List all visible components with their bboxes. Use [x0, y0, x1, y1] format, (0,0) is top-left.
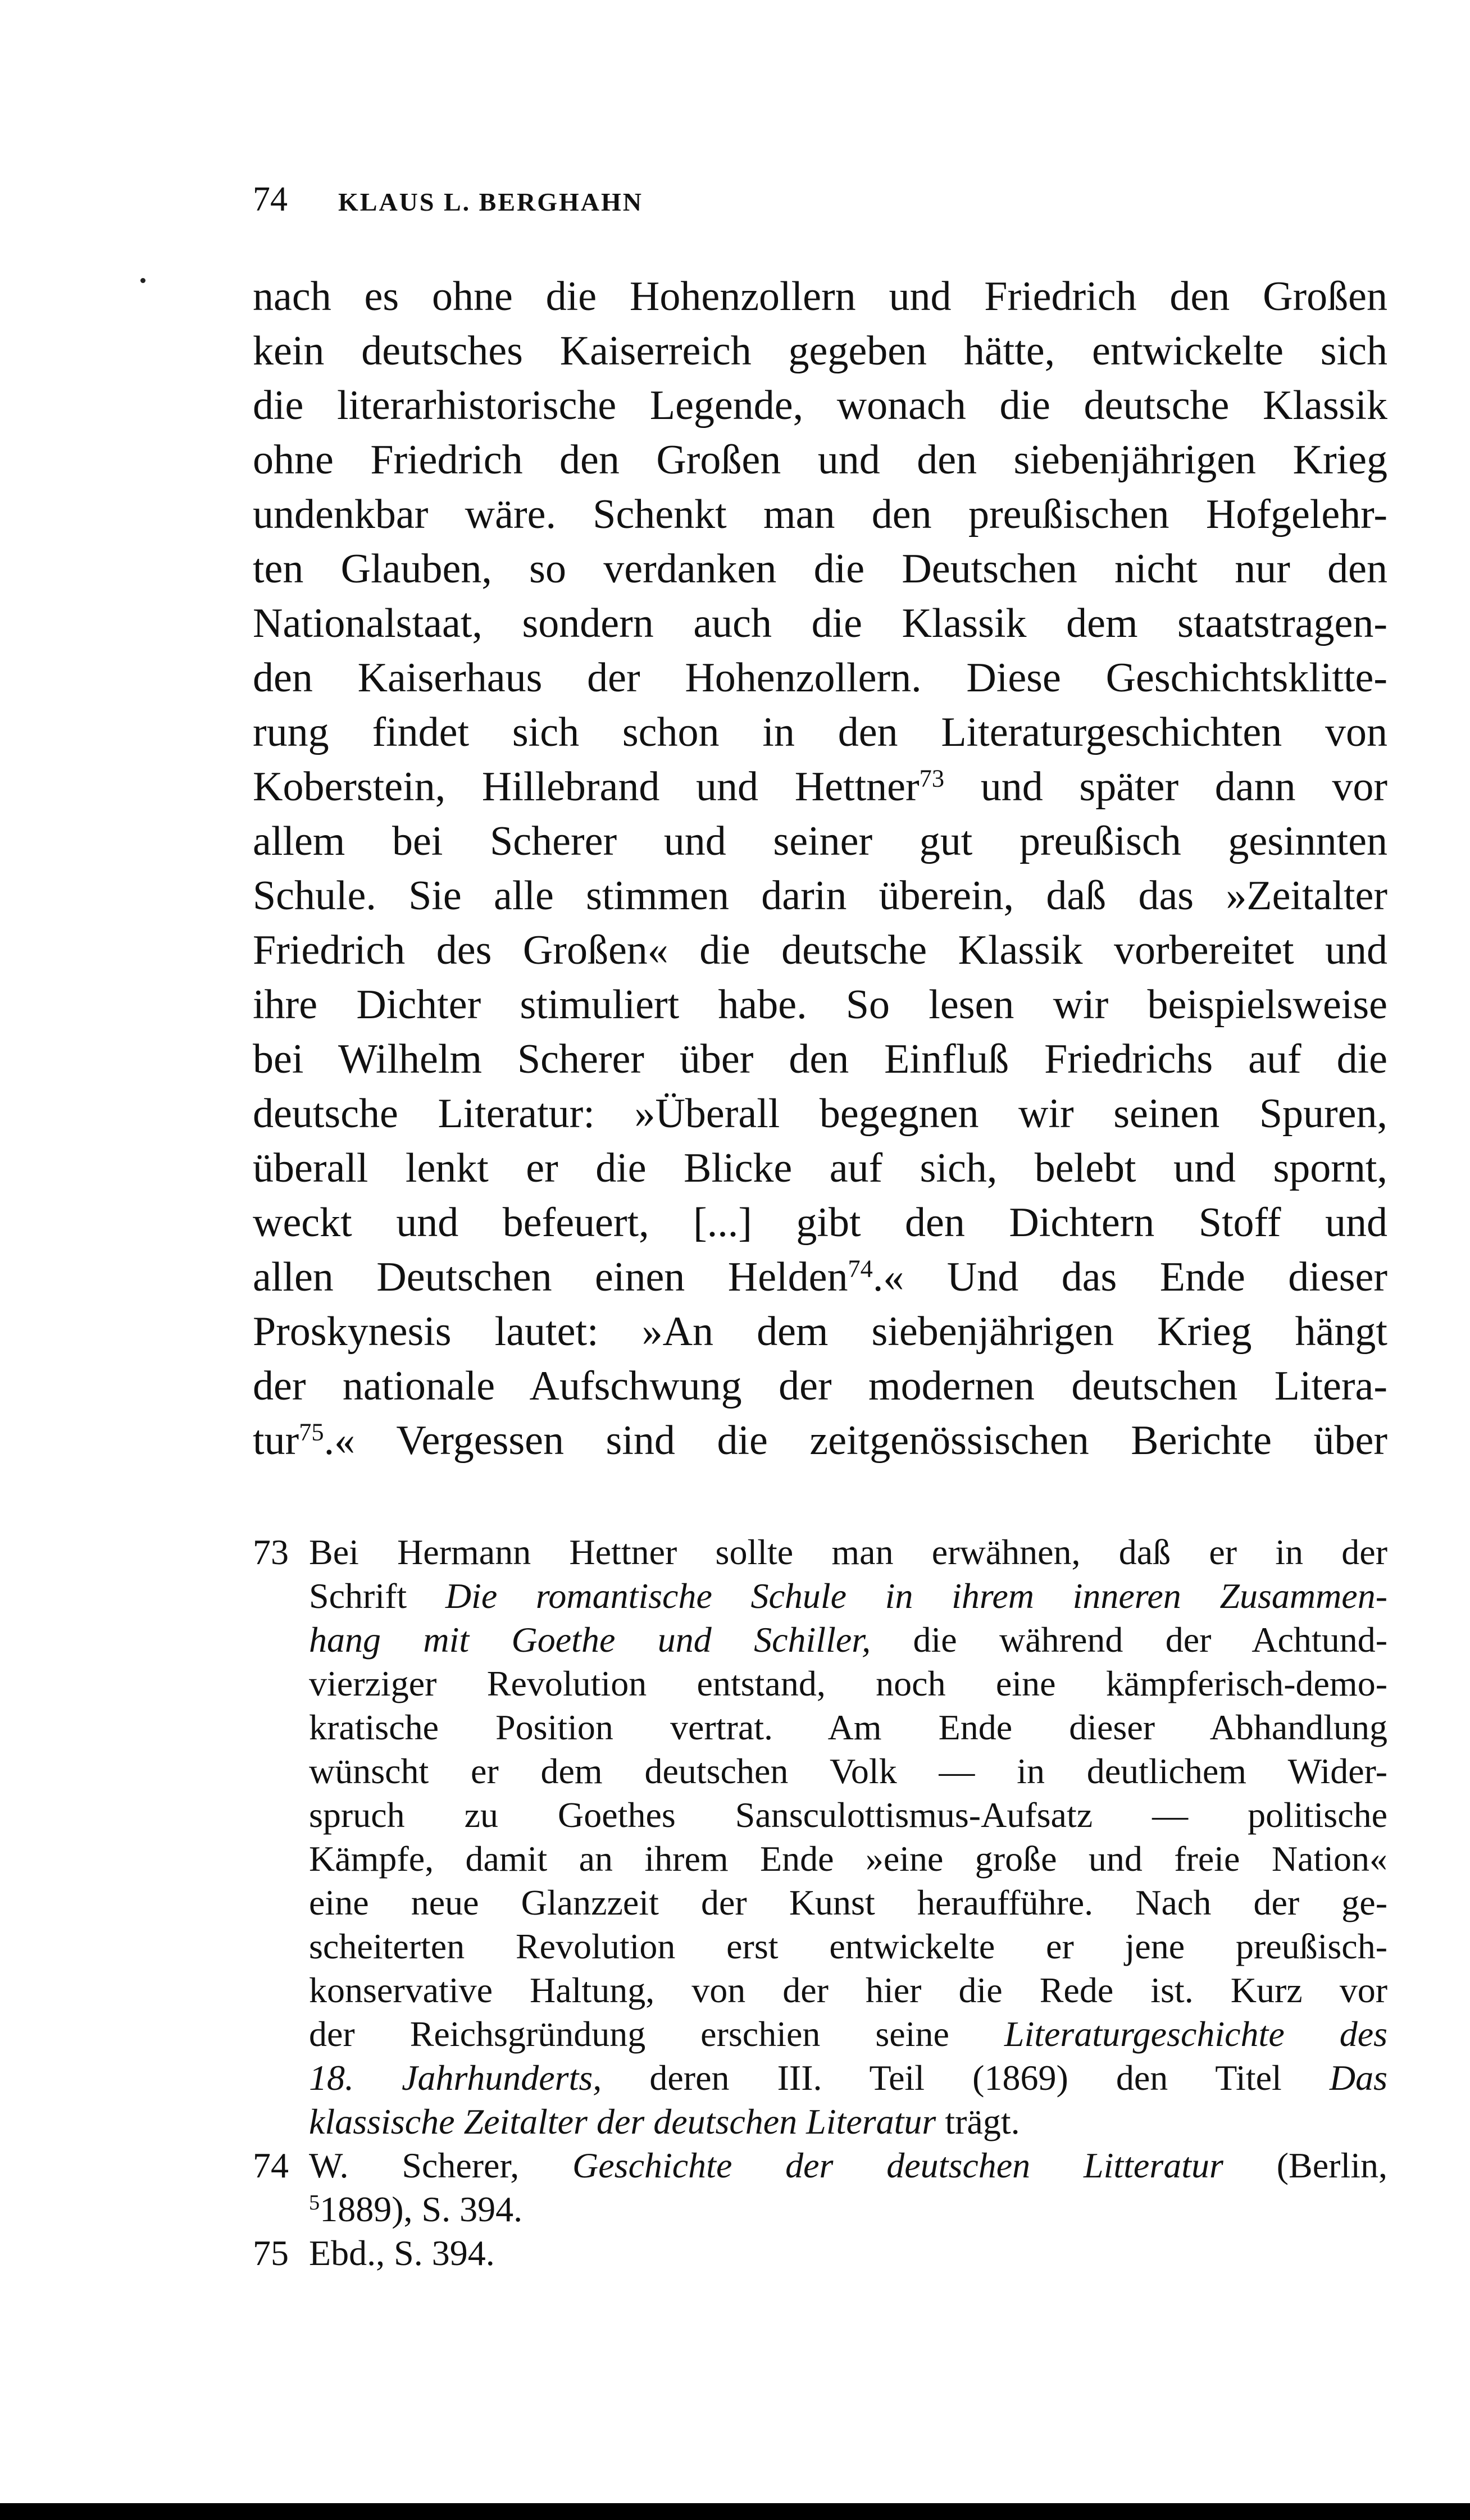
body-line	[253, 542, 1387, 596]
footnote-line	[253, 1706, 1387, 1749]
footnote-line	[253, 1881, 1387, 1925]
text-segment: rung findet sich schon in den Literaturgeschichten von	[253, 709, 1387, 755]
text-segment: bei Wilhelm Scherer über den Einfluß Friedrichs auf die	[253, 1036, 1387, 1082]
body-line	[253, 1250, 1387, 1305]
text-segment: die literarhistorische Legende, wonach die deutsche Klassik	[253, 382, 1387, 429]
text-segment: konservative Haltung, von der hier die Rede ist. Kurz vor	[309, 1970, 1387, 2010]
text-segment: scheiterten Revolution erst entwickelte er jene preußisch-	[309, 1926, 1387, 1966]
body-line	[253, 651, 1387, 705]
footnote-reference: 73	[919, 764, 945, 792]
text-segment: allem bei Scherer und seiner gut preußisch gesinnten	[253, 818, 1387, 864]
body-line	[253, 1032, 1387, 1087]
text-segment: wünscht er dem deutschen Volk — in deutlichem Wider-	[309, 1751, 1387, 1791]
text-segment: Geschichte der deutschen Litteratur	[572, 2145, 1223, 2185]
footnote-number: 73	[253, 1532, 289, 1572]
footnote-reference: 5	[309, 2190, 320, 2214]
text-segment: W. Scherer,	[309, 2145, 573, 2185]
footnote-line	[253, 1662, 1387, 1706]
stray-dot	[140, 278, 145, 283]
footnote-line	[253, 1574, 1387, 1618]
text-segment: .« Vergessen sind die zeitgenössischen Berichte über	[324, 1418, 1387, 1464]
text-segment: kein deutsches Kaiserreich gegeben hätte, entwickelte sich	[253, 328, 1387, 374]
text-segment: deren III. Teil (1869) den Titel	[602, 2058, 1330, 2098]
running-head-author: KLAUS L. BERGHAHN	[338, 188, 644, 216]
text-segment: Literaturgeschichte des	[1004, 2014, 1387, 2054]
text-segment: Proskynesis lautet: »An dem siebenjährigen Krieg hängt	[253, 1309, 1387, 1355]
footnote-line	[253, 2231, 1387, 2275]
text-segment: Die romantische Schule in ihrem inneren Zusammen-	[445, 1576, 1387, 1616]
text-segment: 18. Jahrhunderts,	[309, 2058, 602, 2098]
body-line	[253, 433, 1387, 487]
text-segment: ihre Dichter stimuliert habe. So lesen wir beispielsweise	[253, 982, 1387, 1028]
text-segment: Schrift	[309, 1576, 445, 1616]
body-line	[253, 814, 1387, 869]
text-segment: ohne Friedrich den Großen und den siebenjährigen Krieg	[253, 437, 1387, 483]
text-segment: spruch zu Goethes Sansculottismus-Aufsatz — politische	[309, 1795, 1387, 1835]
body-line	[253, 324, 1387, 379]
text-segment: Friedrich des Großen« die deutsche Klassik vorbereitet und	[253, 927, 1387, 973]
page-number: 74	[253, 180, 288, 218]
footnotes	[253, 1530, 1387, 2275]
body-line	[253, 869, 1387, 923]
text-segment: überall lenkt er die Blicke auf sich, belebt und spornt,	[253, 1145, 1387, 1191]
body-line	[253, 760, 1387, 814]
text-segment: Koberstein, Hillebrand und Hettner	[253, 764, 920, 810]
text-segment: tur	[253, 1418, 299, 1464]
text-segment: 1889), S. 394.	[320, 2189, 523, 2229]
footnote-line	[253, 2144, 1387, 2188]
body-line	[253, 379, 1387, 433]
footnote-line	[253, 1837, 1387, 1881]
body-line	[253, 1087, 1387, 1141]
text-segment: und später dann vor	[944, 764, 1387, 810]
footnote-reference: 75	[299, 1418, 324, 1446]
body-line	[253, 978, 1387, 1032]
text-segment: allen Deutschen einen Helden	[253, 1254, 848, 1300]
text-segment: nach es ohne die Hohenzollern und Friedrich den Großen	[253, 274, 1387, 320]
text-segment: eine neue Glanzzeit der Kunst heraufführe. Nach der ge-	[309, 1883, 1387, 1922]
text-segment: undenkbar wäre. Schenkt man den preußischen Hofgelehr-	[253, 491, 1387, 537]
text-segment: ten Glauben, so verdanken die Deutschen nicht nur den	[253, 546, 1387, 592]
body-line	[253, 1141, 1387, 1196]
footnote-line	[253, 1968, 1387, 2012]
body-line	[253, 1359, 1387, 1414]
text-segment: deutsche Literatur: »Überall begegnen wir seinen Spuren,	[253, 1091, 1387, 1137]
footnote-line	[253, 2188, 1387, 2231]
running-head	[253, 180, 643, 220]
footnote-line	[253, 1925, 1387, 1968]
page-edge-bar	[0, 2503, 1470, 2520]
body-text	[253, 270, 1387, 1468]
footnote-line	[253, 2100, 1387, 2144]
footnote-line	[253, 2056, 1387, 2100]
body-line	[253, 705, 1387, 760]
text-segment: klassische Zeitalter der deutschen Literatur	[309, 2102, 936, 2141]
text-segment: hang mit Goethe und Schiller,	[309, 1620, 871, 1660]
text-segment: Ebd., S. 394.	[309, 2233, 495, 2273]
footnote-line	[253, 2012, 1387, 2056]
body-line	[253, 1196, 1387, 1250]
text-segment: Das	[1329, 2058, 1387, 2098]
footnote-number: 74	[253, 2145, 289, 2185]
body-line	[253, 923, 1387, 978]
text-segment: (Berlin,	[1223, 2145, 1387, 2185]
body-line	[253, 596, 1387, 651]
footnote-line	[253, 1793, 1387, 1837]
text-segment: Bei Hermann Hettner sollte man erwähnen, daß er in der	[309, 1532, 1387, 1572]
text-segment: der nationale Aufschwung der modernen deutschen Litera-	[253, 1363, 1387, 1409]
footnote-number: 75	[253, 2233, 289, 2273]
footnote-reference: 74	[848, 1254, 873, 1283]
text-segment: weckt und befeuert, [...] gibt den Dichtern Stoff und	[253, 1200, 1387, 1246]
body-line	[253, 270, 1387, 324]
text-segment: .« Und das Ende dieser	[872, 1254, 1387, 1300]
text-segment: den Kaiserhaus der Hohenzollern. Diese Geschichtsklitte-	[253, 655, 1387, 701]
body-line	[253, 1305, 1387, 1359]
text-segment: Nationalstaat, sondern auch die Klassik dem staatstragen-	[253, 600, 1387, 646]
text-segment: trägt.	[936, 2102, 1020, 2141]
text-segment: Kämpfe, damit an ihrem Ende »eine große und freie Nation«	[309, 1839, 1387, 1879]
text-segment: der Reichsgründung erschien seine	[309, 2014, 1004, 2054]
body-line	[253, 487, 1387, 542]
footnote-line	[253, 1530, 1387, 1574]
text-segment: die während der Achtund-	[871, 1620, 1387, 1660]
body-line	[253, 1414, 1387, 1468]
text-segment: Schule. Sie alle stimmen darin überein, daß das »Zeitalter	[253, 873, 1387, 919]
footnote-line	[253, 1618, 1387, 1662]
text-segment: vierziger Revolution entstand, noch eine kämpferisch-demo-	[309, 1664, 1387, 1703]
text-segment: kratische Position vertrat. Am Ende dieser Abhandlung	[309, 1707, 1387, 1747]
footnote-line	[253, 1749, 1387, 1793]
